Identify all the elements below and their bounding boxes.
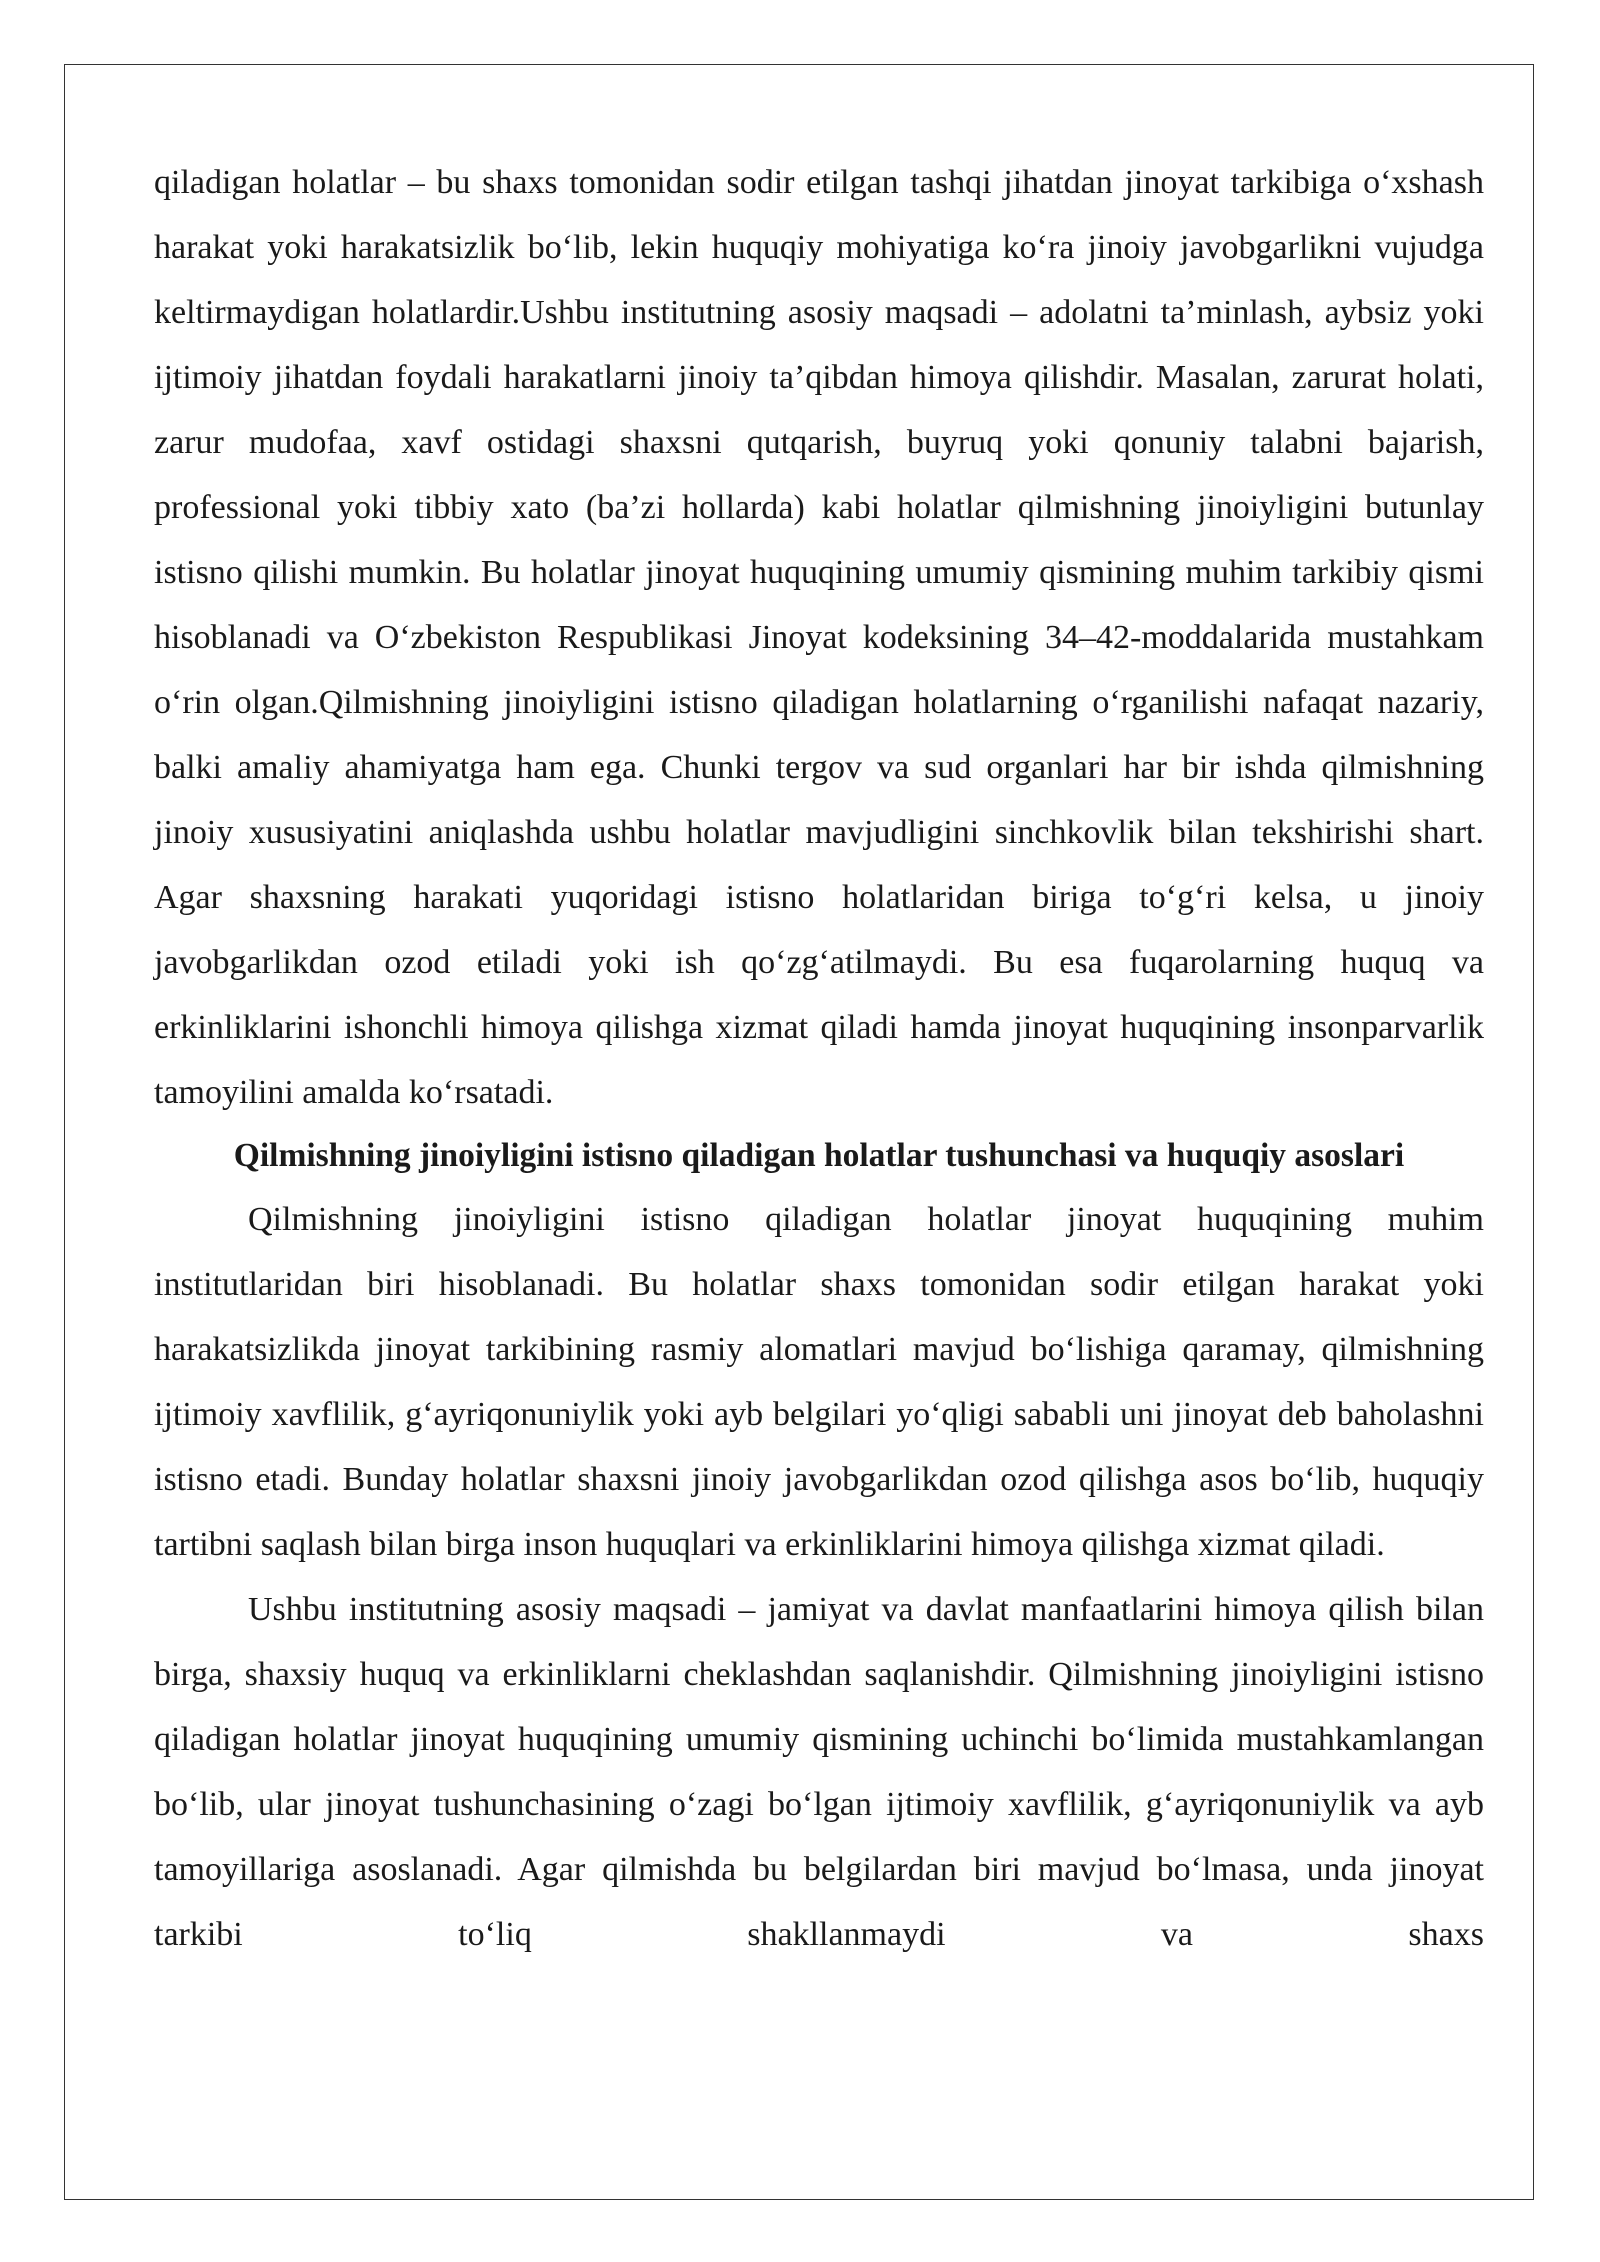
section-heading: Qilmishning jinoiyligini istisno qiladigan holatlar tushunchasi va huquqiy asoslari bbox=[233, 1137, 1405, 1174]
document-body bbox=[154, 150, 1484, 1967]
paragraph-definition: Qilmishning jinoiyligini istisno qiladigan holatlar jinoyat huquqining muhim institutlaridan biri hisoblanadi. Bu holatlar shaxs tomonidan sodir etilgan harakat yoki harakatsizlikda jinoyat tarkibining rasmiy alomatlari mavjud bo‘lishiga qaramay, qilmishning ijtimoiy xavflilik, g‘ayriqonuniylik yoki ayb belgilari yo‘qligi sababli uni jinoyat deb baholashni istisno etadi. Bunday holatlar shaxsni jinoiy javobgarlikdan ozod qilishga asos bo‘lib, huquqiy tartibni saqlash bilan birga inson huquqlari va erkinliklarini himoya qilishga xizmat qiladi. bbox=[154, 1201, 1484, 1563]
paragraph-purpose: Ushbu institutning asosiy maqsadi – jamiyat va davlat manfaatlarini himoya qilish bilan birga, shaxsiy huquq va erkinliklarni cheklashdan saqlanishdir. Qilmishning jinoiyligini istisno qiladigan holatlar jinoyat huquqining umumiy qismining uchinchi bo‘limida mustahkamlangan bo‘lib, ular jinoyat tushunchasining o‘zagi bo‘lgan ijtimoiy xavflilik, g‘ayriqonuniylik va ayb tamoyillariga asoslanadi. Agar qilmishda bu belgilardan biri mavjud bo‘lmasa, unda jinoyat tarkibi to‘liq shakllanmaydi va shaxs bbox=[154, 1591, 1484, 1953]
paragraph-continuation: qiladigan holatlar – bu shaxs tomonidan sodir etilgan tashqi jihatdan jinoyat tarkibiga o‘xshash harakat yoki harakatsizlik bo‘lib, lekin huquqiy mohiyatiga ko‘ra jinoiy javobgarlikni vujudga keltirmaydigan holatlardir.Ushbu institutning asosiy maqsadi – adolatni ta’minlash, aybsiz yoki ijtimoiy jihatdan foydali harakatlarni jinoiy ta’qibdan himoya qilishdir. Masalan, zarurat holati, zarur mudofaa, xavf ostidagi shaxsni qutqarish, buyruq yoki qonuniy talabni bajarish, professional yoki tibbiy xato (ba’zi hollarda) kabi holatlar qilmishning jinoiyligini butunlay istisno qilishi mumkin. Bu holatlar jinoyat huquqining umumiy qismining muhim tarkibiy qismi hisoblanadi va O‘zbekiston Respublikasi Jinoyat kodeksining 34–42-moddalarida mustahkam o‘rin olgan.Qilmishning jinoiyligini istisno qiladigan holatlarning o‘rganilishi nafaqat nazariy, balki amaliy ahamiyatga ham ega. Chunki tergov va sud organlari har bir ishda qilmishning jinoiy xususiyatini aniqlashda ushbu holatlar mavjudligini sinchkovlik bilan tekshirishi shart. Agar shaxsning harakati yuqoridagi istisno holatlaridan biriga to‘g‘ri kelsa, u jinoiy javobgarlikdan ozod etiladi yoki ish qo‘zg‘atilmaydi. Bu esa fuqarolarning huquq va erkinliklarini ishonchli himoya qilishga xizmat qiladi hamda jinoyat huquqining insonparvarlik tamoyilini amalda ko‘rsatadi. bbox=[154, 164, 1484, 1111]
